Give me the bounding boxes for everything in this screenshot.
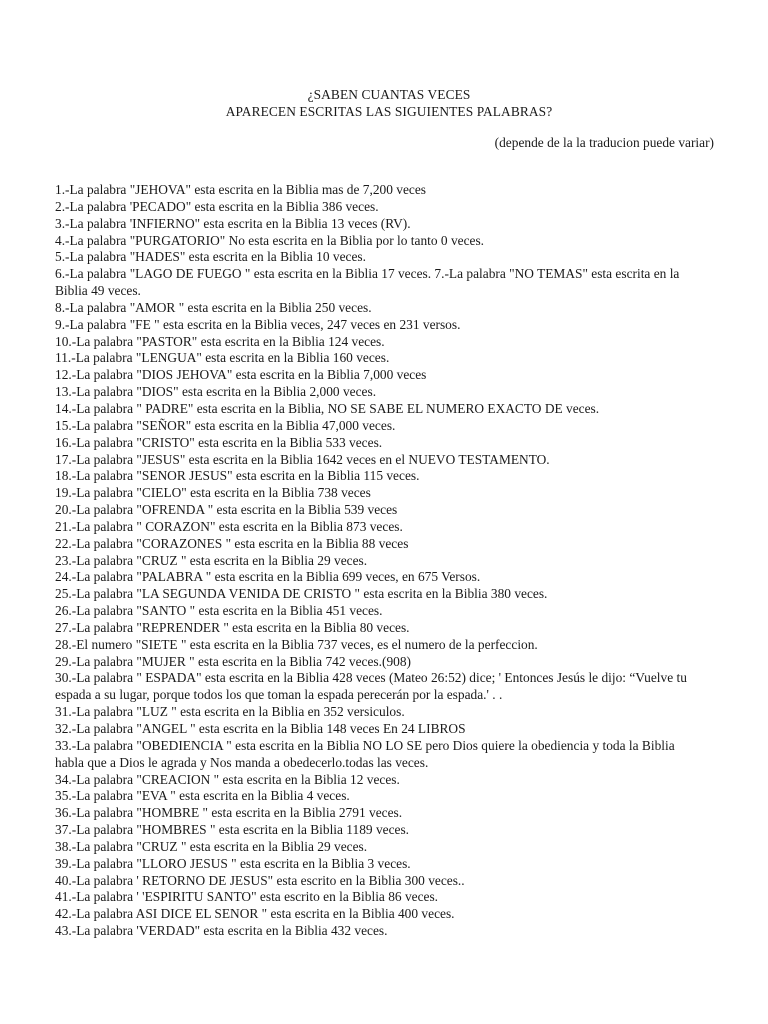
- list-item: 27.-La palabra "REPRENDER " esta escrita en la Biblia 80 veces.: [55, 619, 410, 635]
- document-title-line-1: ¿SABEN CUANTAS VECES: [307, 87, 471, 102]
- list-item: 24.-La palabra "PALABRA " esta escrita en la Biblia 699 veces, en 675 Versos.: [55, 569, 481, 585]
- list-item: 20.-La palabra "OFRENDA " esta escrita en la Biblia 539 veces: [55, 502, 398, 518]
- list-item: 19.-La palabra "CIELO" esta escrita en la Biblia 738 veces: [55, 485, 371, 501]
- list-item: 22.-La palabra "CORAZONES " esta escrita en la Biblia 88 veces: [55, 535, 409, 551]
- list-item: 33.-La palabra "OBEDIENCIA " esta escrita en la Biblia NO LO SE pero Dios quiere la obediencia y toda la Biblia habla que a Dios le agrada y Nos manda a obedecerlo.todas las veces.: [55, 737, 675, 770]
- list-item: 5.-La palabra "HADES" esta escrita en la Biblia 10 veces.: [55, 249, 366, 265]
- list-item: 29.-La palabra "MUJER " esta escrita en la Biblia 742 veces.(908): [55, 653, 411, 669]
- list-item: 35.-La palabra "EVA " esta escrita en la Biblia 4 veces.: [55, 788, 350, 804]
- list-item: 3.-La palabra 'INFIERNO" esta escrita en la Biblia 13 veces (RV).: [55, 215, 411, 231]
- list-item: 12.-La palabra "DIOS JEHOVA" esta escrita en la Biblia 7,000 veces: [55, 367, 427, 383]
- list-item: 23.-La palabra "CRUZ " esta escrita en la Biblia 29 veces.: [55, 552, 368, 568]
- list-item: 43.-La palabra 'VERDAD" esta escrita en la Biblia 432 veces.: [55, 923, 388, 939]
- list-item: 42.-La palabra ASI DICE EL SENOR " esta escrita en la Biblia 400 veces.: [55, 906, 455, 922]
- word-count-list: [55, 182, 705, 940]
- translation-note: (depende de la la traducion puede variar): [494, 135, 714, 150]
- list-item: 4.-La palabra "PURGATORIO" No esta escrita en la Biblia por lo tanto 0 veces.: [55, 232, 485, 248]
- list-item: 40.-La palabra ' RETORNO DE JESUS" esta escrito en la Biblia 300 veces..: [55, 872, 465, 888]
- list-item: 34.-La palabra "CREACION " esta escrita en la Biblia 12 veces.: [55, 771, 400, 787]
- list-item: 6.-La palabra "LAGO DE FUEGO " esta escrita en la Biblia 17 veces. 7.-La palabra "NO TEMAS" esta escrita en la Biblia 49 veces.: [55, 266, 680, 299]
- list-item: 18.-La palabra "SENOR JESUS" esta escrita en la Biblia 115 veces.: [55, 468, 420, 484]
- list-item: 16.-La palabra "CRISTO" esta escrita en la Biblia 533 veces.: [55, 434, 383, 450]
- list-item: 36.-La palabra "HOMBRE " esta escrita en la Biblia 2791 veces.: [55, 805, 403, 821]
- list-item: 10.-La palabra "PASTOR" esta escrita en la Biblia 124 veces.: [55, 333, 385, 349]
- list-item: 25.-La palabra "LA SEGUNDA VENIDA DE CRISTO " esta escrita en la Biblia 380 veces.: [55, 586, 548, 602]
- list-item: 2.-La palabra 'PECADO" esta escrita en la Biblia 386 veces.: [55, 198, 379, 214]
- list-item: 32.-La palabra "ANGEL " esta escrita en la Biblia 148 veces En 24 LIBROS: [55, 721, 466, 736]
- list-item: 38.-La palabra "CRUZ " esta escrita en la Biblia 29 veces.: [55, 838, 368, 854]
- list-item: 11.-La palabra "LENGUA" esta escrita en la Biblia 160 veces.: [55, 350, 390, 366]
- list-item: 13.-La palabra "DIOS" esta escrita en la Biblia 2,000 veces.: [55, 384, 377, 400]
- list-item: 41.-La palabra ' 'ESPIRITU SANTO" esta escrito en la Biblia 86 veces.: [55, 889, 439, 905]
- list-item: 39.-La palabra "LLORO JESUS " esta escrita en la Biblia 3 veces.: [55, 855, 411, 871]
- list-item: 26.-La palabra "SANTO " esta escrita en la Biblia 451 veces.: [55, 603, 383, 619]
- list-item: 8.-La palabra "AMOR " esta escrita en la Biblia 250 veces.: [55, 299, 372, 315]
- document-title-line-2: APARECEN ESCRITAS LAS SIGUIENTES PALABRAS?: [225, 104, 553, 119]
- list-item: 14.-La palabra " PADRE" esta escrita en la Biblia, NO SE SABE EL NUMERO EXACTO DE veces.: [55, 400, 600, 416]
- list-item: 9.-La palabra "FE " esta escrita en la Biblia veces, 247 veces en 231 versos.: [55, 316, 461, 332]
- list-item: 37.-La palabra "HOMBRES " esta escrita en la Biblia 1189 veces.: [55, 822, 410, 838]
- list-item: 28.-El numero "SIETE " esta escrita en la Biblia 737 veces, es el numero de la perfeccion.: [55, 636, 538, 652]
- list-item: 30.-La palabra " ESPADA" esta escrita en la Biblia 428 veces (Mateo 26:52) dice; ' Entonces Jesús le dijo: “Vuelve tu espada a su lugar, porque todos los que toman la espada perecerán por la espada.' . .: [55, 670, 687, 703]
- list-item: 31.-La palabra "LUZ " esta escrita en la Biblia en 352 versiculos.: [55, 704, 405, 720]
- list-item: 17.-La palabra "JESUS" esta escrita en la Biblia 1642 veces en el NUEVO TESTAMENTO.: [55, 451, 550, 467]
- list-item: 1.-La palabra "JEHOVA" esta escrita en la Biblia mas de 7,200 veces: [55, 182, 426, 197]
- list-item: 15.-La palabra "SEÑOR" esta escrita en la Biblia 47,000 veces.: [55, 417, 396, 433]
- list-item: 21.-La palabra " CORAZON" esta escrita en la Biblia 873 veces.: [55, 518, 403, 534]
